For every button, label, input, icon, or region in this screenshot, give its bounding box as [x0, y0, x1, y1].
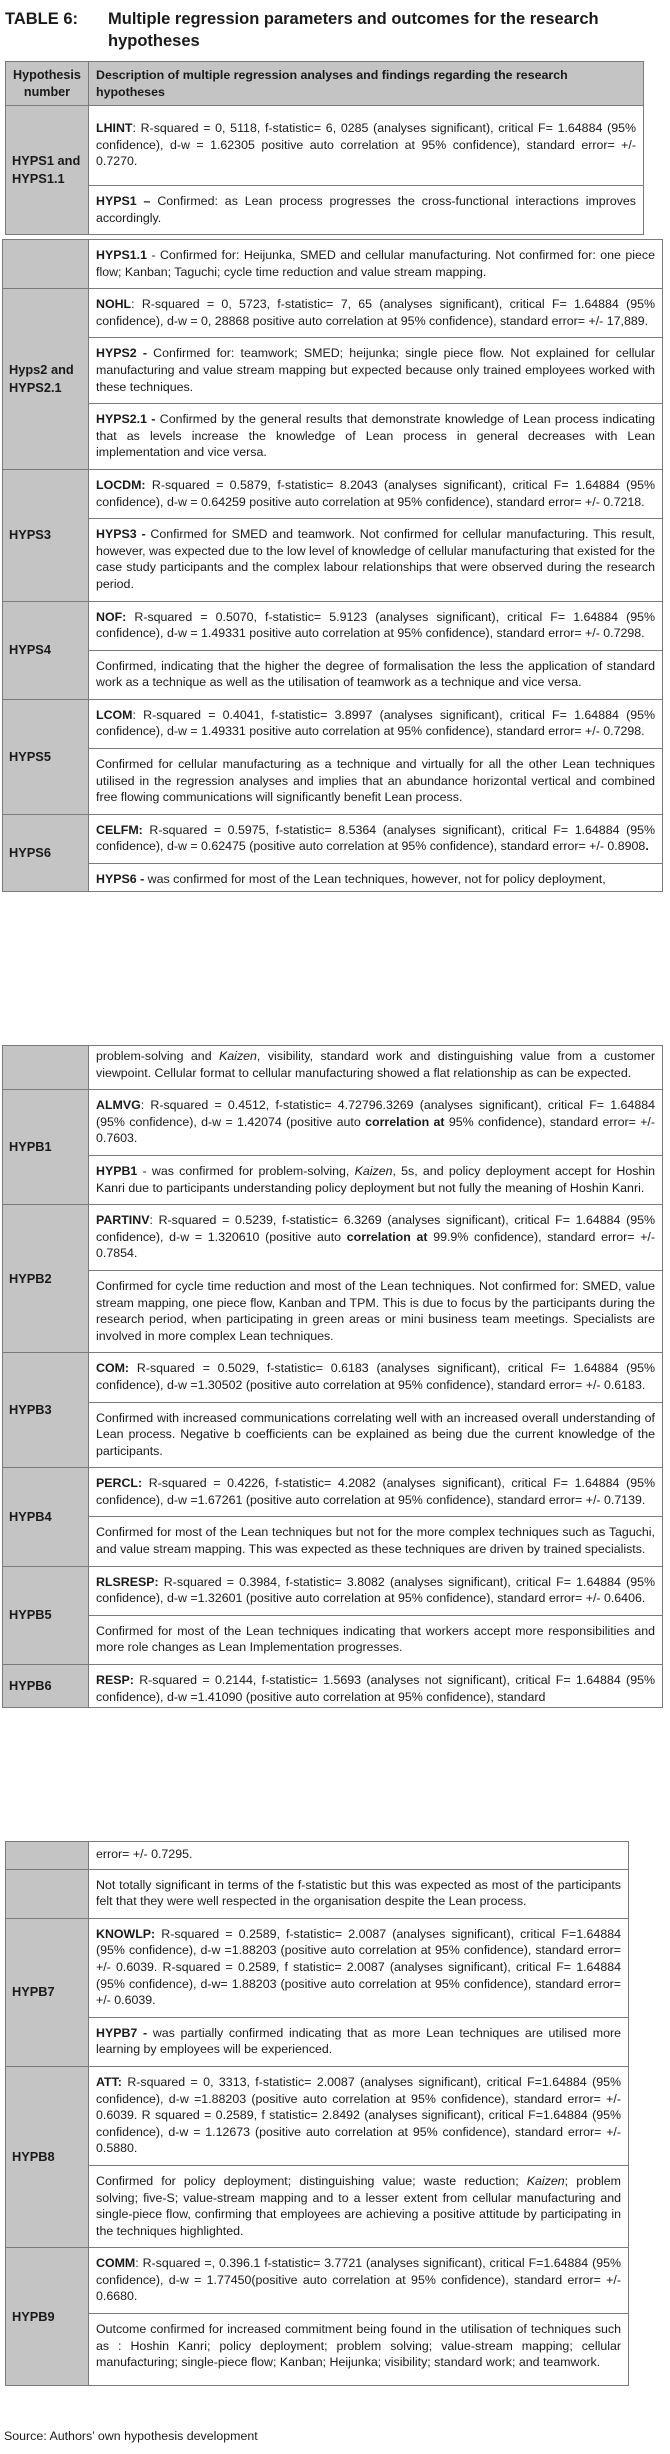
- hypothesis-label: HYPB4: [3, 1468, 89, 1566]
- outcome-text: problem-solving and: [96, 1049, 220, 1063]
- outcome-key: HYPB7 -: [96, 2025, 148, 2040]
- regression-cell: [89, 1205, 663, 1271]
- regression-text: R-squared = 0.2589, f-statistic= 2.0087 (analyses significant), critical F=1.64884 (95% confidence), d-w =1.88203 (positive auto correlation at 95% confidence), standard error= +/- 0.6039. R-squared = 0.2589, f statistic= 2.0087 (analyses significant), critical F= 1.64884 (95% confidence), d-w= 1.88203 (positive auto correlation at 95% confidence), standard error= +/- 0.6039.: [96, 1926, 621, 2008]
- outcome-cell: [89, 519, 663, 601]
- regression-cell: [89, 814, 663, 863]
- outcome-cell: [89, 2165, 629, 2247]
- table-title: Multiple regression parameters and outcomes for the research hypotheses: [108, 10, 599, 50]
- table-row: [3, 1046, 663, 1090]
- outcome-text: - Confirmed for: Heijunka, SMED and cellular manufacturing. Not confirmed for: one piece flow; Kanban; Taguchi; cycle time reduction and value stream mapping.: [96, 248, 655, 279]
- outcome-key: HYPB1: [96, 1163, 138, 1178]
- source-note: Source: Authors’ own hypothesis development: [4, 2429, 258, 2443]
- regression-cell: [89, 469, 663, 518]
- regression-text: R-squared = 0, 3313, f-statistic= 2.0087 (analyses significant), critical F=1.64884 (95% confidence), d-w =1.88203 (positive auto correlation at 95% confidence), standard error= +/- 0.6039. R squared = 0.2589, f statistic= 2.8492 (analyses significant), critical F=1.64884 (95% confidence), d-w = 1.12673 (positive auto correlation at 95% confidence), standard error= +/- 0.5880.: [96, 2074, 621, 2156]
- outcome-text: was partially confirmed indicating that as more Lean techniques are utilised more learning by employees will be experienced.: [96, 2025, 622, 2057]
- variable-key: RLSRESP:: [96, 1574, 159, 1589]
- table-row: [6, 2248, 629, 2314]
- table-label: TABLE 6:: [5, 10, 79, 28]
- table-row: [3, 814, 663, 863]
- hypothesis-label: HYPB8: [6, 2066, 89, 2247]
- regression-text: R-squared = 0.5975, f-statistic= 8.5364 (analyses significant), critical F= 1.64884 (95% confidence), d-w = 0.62475 (positive auto correlation at 95% confidence), standard error= +/- 0.8908: [96, 822, 655, 854]
- outcome-cell: Confirmed for cycle time reduction and most of the Lean techniques. Not confirmed for: SMED, value stream mapping, one piece flow, Kanban and TPM. This is due to focus by the participants during the research period, when participating in green areas or mini business team meetings. Specialists are involved in more complex Lean techniques.: [89, 1270, 663, 1352]
- table-row: [3, 699, 663, 748]
- variable-key: RESP:: [96, 1673, 134, 1688]
- table-row: [3, 1468, 663, 1517]
- table-header-row: [6, 62, 644, 106]
- table-row: [3, 1566, 663, 1615]
- regression-text: : R-squared = 0.4041, f-statistic= 3.8997 (analyses significant), critical F= 1.64884 (95% confidence), d-w = 1.49331 positive auto correlation at 95% confidence), standard error= +/- 0.7298.: [96, 707, 655, 739]
- table-row: [3, 338, 663, 404]
- table-row: [3, 240, 663, 289]
- outcome-cell: [89, 1155, 663, 1204]
- outcome-key: HYPS2 -: [96, 346, 147, 361]
- variable-key: LCOM: [96, 707, 133, 722]
- outcome-cell: Confirmed for cellular manufacturing as a technique and virtually for all the other Lean techniques utilised in the regression analyses and implies that an abundance horizontal vertical and combined free flowing communications will significantly benefit Lean process.: [89, 749, 663, 815]
- table-row: [3, 289, 663, 338]
- table-segment-1: [5, 61, 644, 235]
- regression-text: : R-squared =, 0.396.1 f-statistic= 3.7721 (analyses significant), critical F=1.64884 (95% confidence), d-w = 1.77450(positive auto correlation at 95% confidence), standard error= +/- 0.6680.: [96, 2256, 621, 2304]
- outcome-cell: Outcome confirmed for increased commitment being found in the utilisation of techniques such as : Hoshin Kanri; policy deployment; problem solving; value-stream mapping; cellular manufacturing; single-piece flow; Kanban; Heijunka; visibility; standard work; and teamwork.: [89, 2314, 629, 2386]
- hypothesis-label-empty: [3, 1046, 89, 1090]
- hypothesis-label-empty: [3, 240, 89, 289]
- outcome-text: - was confirmed for problem-solving,: [137, 1163, 355, 1178]
- regression-text: R-squared = 0.5070, f-statistic= 5.9123 (analyses significant), critical F= 1.64884 (95% confidence), d-w = 1.49331 positive auto correlation at 95% confidence), standard error= +/- 0.7298.: [96, 609, 655, 641]
- table-segment-4: [5, 1841, 629, 2386]
- hypothesis-label: HYPS5: [3, 699, 89, 814]
- regression-text: : R-squared = 0, 5118, f-statistic= 6, 0285 (analyses significant), critical F= 1.64884 (95% confidence), d-w = 1.62305 positive auto correlation at 95% confidence), standard error= +/- 0.7270.: [96, 121, 636, 169]
- regression-text: R-squared = 0.5879, f-statistic= 8.2043 (analyses significant), critical F= 1.64884 (95% confidence), d-w = 0.64259 positive auto correlation at 95% confidence), standard error= +/- 0.7218.: [96, 477, 655, 509]
- outcome-text: Confirmed by the general results that demonstrate knowledge of Lean process indicating that as levels increase the knowledge of Lean process in general decreases with Lean implementation and vice versa.: [96, 412, 655, 460]
- regression-text: R-squared = 0.5029, f-statistic= 0.6183 (analyses significant), critical F= 1.64884 (95% confidence), d-w =1.30502 (positive auto correlation at 95% confidence), standard error= +/- 0.6183.: [96, 1361, 655, 1392]
- outcome-cell: [89, 864, 663, 892]
- table-row: [6, 1918, 629, 2017]
- variable-key: CELFM:: [96, 822, 143, 837]
- table-row: [3, 749, 663, 815]
- table-row: [3, 1517, 663, 1566]
- outcome-text: ; problem solving; five-S; value-stream mapping and to a lesser extent from cellular manufacturing and single-piece flow, confirming that employees are achieving a positive attitude by participating in the techniques highlighted.: [96, 2173, 621, 2238]
- outcome-text: Confirmed for policy deployment; distinguishing value; waste reduction;: [96, 2173, 527, 2188]
- table-row: [3, 1090, 663, 1156]
- outcome-text: Confirmed for: teamwork; SMED; heijunka; single piece flow. Not explained for cellular manufacturing and value stream mapping but expected because only trained employees worked with these techniques.: [96, 346, 655, 394]
- variable-key: NOHL: [96, 297, 132, 312]
- table-row: [3, 1205, 663, 1271]
- table-row: [6, 106, 644, 186]
- header-hypothesis-number: Hypothesis number: [6, 62, 89, 106]
- outcome-cell: [89, 1046, 663, 1090]
- regression-cell-continued: error= +/- 0.7295.: [89, 1842, 629, 1870]
- variable-key: ATT:: [96, 2074, 122, 2089]
- outcome-text: , 5s, and policy deployment accept for Hoshin Kanri due to participants understanding policy deployment but not fully the meaning of Hoshin Kanri.: [96, 1163, 655, 1195]
- outcome-key: HYPS6 -: [96, 872, 145, 887]
- regression-end: .: [645, 839, 649, 854]
- table-row: [6, 2066, 629, 2165]
- outcome-text: Confirmed: as Lean process progresses the cross-functional interactions improves accordingly.: [96, 194, 636, 225]
- hypothesis-label: HYPB2: [3, 1205, 89, 1353]
- table-caption: [5, 8, 645, 52]
- table-row: [6, 2017, 629, 2066]
- variable-key: PARTINV: [96, 1213, 150, 1228]
- hypothesis-label: HYPS4: [3, 601, 89, 699]
- outcome-cell: Confirmed, indicating that the higher the degree of formalisation the less the application of standard work as a technique as well as the utilisation of teamwork as a technique and vice versa.: [89, 650, 663, 699]
- table-row: [3, 864, 663, 892]
- table-segment-3: [2, 1045, 663, 1708]
- hypothesis-label: HYPB9: [6, 2248, 89, 2386]
- table-row: [6, 186, 644, 235]
- regression-cell: [89, 1468, 663, 1517]
- regression-cell: [89, 2248, 629, 2314]
- table-row: [3, 1402, 663, 1468]
- hypothesis-label: HYPB5: [3, 1566, 89, 1664]
- regression-cell: [89, 699, 663, 748]
- regression-bold-text: correlation at: [346, 1229, 428, 1244]
- table-row: [3, 1665, 663, 1708]
- hypothesis-label: HYPB7: [6, 1918, 89, 2066]
- table-row: [6, 2314, 629, 2386]
- regression-bold-text: correlation at: [365, 1114, 445, 1129]
- regression-text: R-squared = 0.4226, f-statistic= 4.2082 (analyses significant), critical F= 1.64884 (95% confidence), d-w =1.67261 (positive auto correlation at 95% confidence), standard error= +/- 0.7139.: [96, 1476, 655, 1507]
- outcome-cell: Confirmed with increased communications correlating well with an increased overall understanding of Lean process. Negative b coefficients can be explained as being due the current knowledge of the participants.: [89, 1402, 663, 1468]
- outcome-italic-term: Kaizen: [526, 2173, 565, 2188]
- regression-text: : R-squared = 0.4512, f-statistic= 4.72796.3269 (analyses significant), critical F= 1.64884 (95% confidence), d-w = 1.42074 (positive auto: [96, 1098, 655, 1129]
- regression-cell: [89, 1665, 663, 1708]
- outcome-key: HYPS3 -: [96, 527, 146, 542]
- variable-key: LHINT: [96, 121, 133, 136]
- table-segment-2: [2, 239, 663, 892]
- variable-key: COMM: [96, 2256, 136, 2271]
- outcome-italic-term: Kaizen: [354, 1163, 393, 1178]
- outcome-cell: [89, 2017, 629, 2066]
- variable-key: PERCL:: [96, 1476, 143, 1491]
- outcome-italic-term: Kaizen: [219, 1049, 257, 1063]
- regression-text: 95% confidence), standard error= +/- 0.7603.: [96, 1114, 655, 1146]
- outcome-key: HYPS1.1: [96, 248, 147, 262]
- hypothesis-label: HYPS6: [3, 814, 89, 891]
- variable-key: LOCDM:: [96, 477, 146, 492]
- regression-text: 99.9% confidence), standard error= +/- 0.7854.: [96, 1229, 656, 1261]
- table-row: [6, 1842, 629, 1870]
- hypothesis-label-empty: [6, 1869, 89, 1918]
- outcome-cell: Confirmed for most of the Lean techniques indicating that workers accept more responsibilities and more role changes as Lean Implementation progresses.: [89, 1615, 663, 1664]
- regression-cell: [89, 1918, 629, 2017]
- regression-cell: [89, 2066, 629, 2165]
- table-row: [3, 1353, 663, 1402]
- variable-key: NOF:: [96, 609, 127, 624]
- regression-cell: [89, 1566, 663, 1615]
- table-row: [3, 404, 663, 470]
- regression-text: : R-squared = 0.5239, f-statistic= 6.3269 (analyses significant), critical F= 1.64884 (95% confidence), d-w = 1.320610 (positive auto: [96, 1213, 655, 1244]
- table-row: [3, 1615, 663, 1664]
- outcome-text: was confirmed for most of the Lean techniques, however, not for policy deployment,: [144, 872, 606, 887]
- hypothesis-label: Hyps2 and HYPS2.1: [3, 289, 89, 470]
- table-row: [3, 1155, 663, 1204]
- hypothesis-label-empty: [6, 1842, 89, 1870]
- table-row: [3, 650, 663, 699]
- table-row: [3, 1270, 663, 1352]
- regression-cell: [89, 601, 663, 650]
- regression-text: R-squared = 0.2144, f-statistic= 1.5693 (analyses not significant), critical F= 1.64884 (95% confidence), d-w =1.41090 (positive auto correlation at 95% confidence), standard: [96, 1673, 655, 1704]
- variable-key: ALMVG: [96, 1098, 141, 1113]
- hypothesis-label: HYPS1 and HYPS1.1: [6, 106, 89, 235]
- outcome-cell: [89, 240, 663, 289]
- outcome-text: Confirmed for SMED and teamwork. Not confirmed for cellular manufacturing. This result, however, was expected due to the low level of knowledge of cellular manufacturing that existed for the case study participants and the complex labour relationships that were observed during the research period.: [96, 527, 655, 591]
- regression-cell: [89, 1353, 663, 1402]
- outcome-cell: [89, 186, 644, 235]
- table-row: [3, 601, 663, 650]
- regression-cell: [89, 289, 663, 338]
- outcome-key: HYPS1 –: [96, 194, 151, 209]
- table-row: [6, 2165, 629, 2247]
- regression-cell: [89, 106, 644, 186]
- hypothesis-label: HYPB3: [3, 1353, 89, 1468]
- regression-cell: [89, 1090, 663, 1156]
- outcome-key: HYPS2.1 -: [96, 412, 156, 427]
- table-row: [3, 469, 663, 518]
- variable-key: COM:: [96, 1361, 130, 1376]
- outcome-cell: Not totally significant in terms of the f-statistic but this was expected as most of the participants felt that they were well respected in the organisation despite the Lean process.: [89, 1869, 629, 1918]
- table-row: [3, 519, 663, 601]
- regression-text: : R-squared = 0, 5723, f-statistic= 7, 65 (analyses significant), critical F= 1.64884 (95% confidence), d-w = 0, 28868 positive auto correlation at 95% confidence), standard error= +/- 17,889.: [96, 297, 655, 328]
- outcome-cell: [89, 404, 663, 470]
- outcome-cell: Confirmed for most of the Lean techniques but not for the more complex techniques such as Taguchi, and value stream mapping. This was expected as these techniques are driven by trained specialists.: [89, 1517, 663, 1566]
- outcome-cell: [89, 338, 663, 404]
- regression-text: R-squared = 0.3984, f-statistic= 3.8082 (analyses significant), critical F= 1.64884 (95% confidence), d-w =1.32601 (positive auto correlation at 95% confidence), standard error= +/- 0.6406.: [96, 1574, 655, 1606]
- hypothesis-label: HYPB6: [3, 1665, 89, 1708]
- outcome-text: , visibility, standard work and distinguishing value from a customer viewpoint. Cellular format to cellular manufacturing showed a flat relationship as can be expected.: [96, 1049, 655, 1080]
- variable-key: KNOWLP:: [96, 1926, 156, 1941]
- header-description: Description of multiple regression analyses and findings regarding the research hypotheses: [89, 62, 644, 106]
- hypothesis-label: HYPS3: [3, 469, 89, 601]
- hypothesis-label: HYPB1: [3, 1090, 89, 1205]
- table-row: [6, 1869, 629, 1918]
